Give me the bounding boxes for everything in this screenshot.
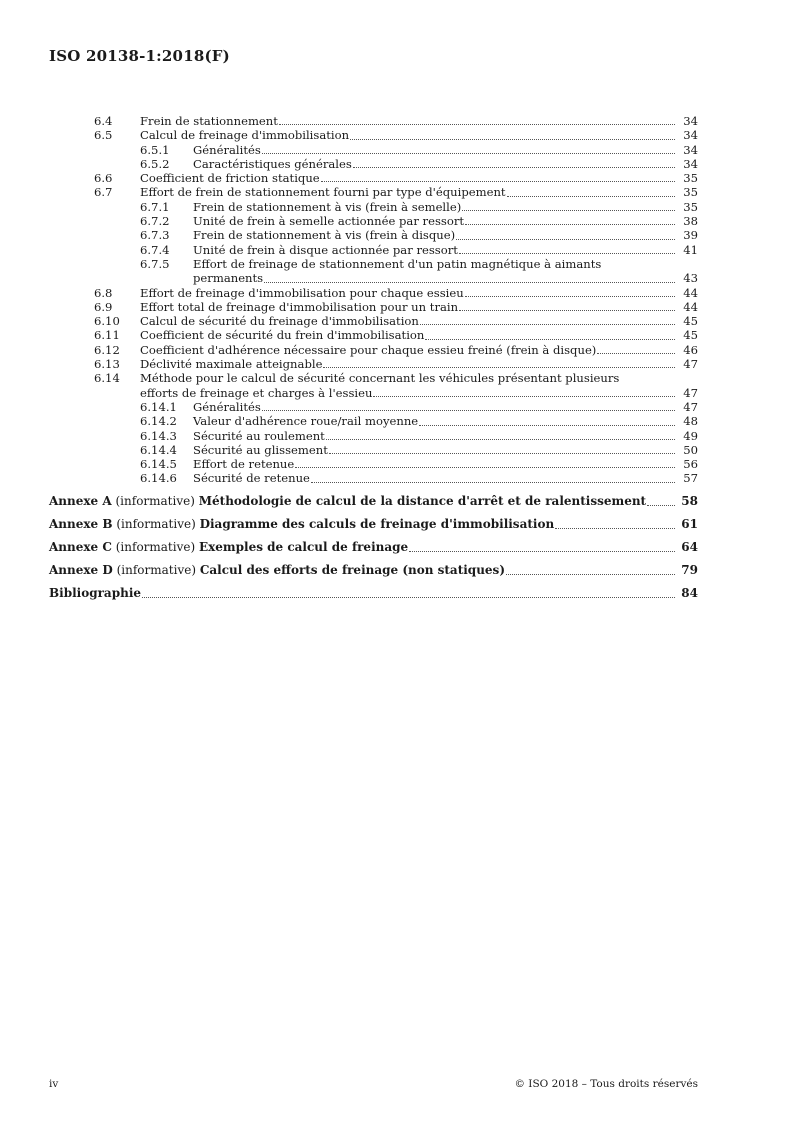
dot-leader xyxy=(321,181,675,182)
dot-leader xyxy=(459,310,675,311)
toc-entry-page: 45 xyxy=(683,314,698,329)
toc-entry-number: 6.7.5 xyxy=(140,256,170,271)
toc-entry-page: 34 xyxy=(683,128,698,143)
toc-entry-page: 45 xyxy=(683,328,698,343)
toc-entry-6-5[interactable] xyxy=(49,128,698,142)
toc-entry-page: 84 xyxy=(681,585,698,600)
toc-entry-number: 6.7.1 xyxy=(140,199,170,214)
annex-info: (informative) xyxy=(115,493,195,508)
toc-entry-page: 47 xyxy=(683,385,698,400)
toc-entry-number: 6.5.2 xyxy=(140,156,170,171)
footer-page-number: iv xyxy=(49,1078,59,1090)
toc-entry-number: 6.14.6 xyxy=(140,471,177,486)
toc-entry-page: 50 xyxy=(683,442,698,457)
toc-entry-title: Effort de freinage d'immobilisation pour chaque essieu xyxy=(140,285,464,300)
toc-entry-title: Effort de frein de stationnement fourni par type d'équipement xyxy=(140,185,506,200)
dot-leader xyxy=(506,574,675,575)
toc-entry-title: Déclivité maximale atteignable xyxy=(140,357,323,372)
dot-leader xyxy=(311,482,675,483)
toc-entry-6-9[interactable] xyxy=(49,300,698,314)
toc-entry-6-7-4[interactable] xyxy=(49,243,698,257)
annex-title: Exemples de calcul de freinage xyxy=(198,539,409,554)
annex-label: Annexe B xyxy=(49,516,113,531)
dot-leader xyxy=(555,528,675,529)
toc-entry-number: 6.14.3 xyxy=(140,428,177,443)
toc-entry-title: Valeur d'adhérence roue/rail moyenne xyxy=(193,414,419,429)
toc-entry-title: Coefficient d'adhérence nécessaire pour chaque essieu freiné (frein à disque) xyxy=(140,342,597,357)
toc-entry-page: 79 xyxy=(681,562,698,577)
annex-label: Annexe D xyxy=(49,562,113,577)
annex-title: Méthodologie de calcul de la distance d'arrêt et de ralentissement xyxy=(198,493,647,508)
dot-leader xyxy=(420,324,675,325)
toc-entry-6-13[interactable] xyxy=(49,357,698,371)
footer-copyright: © ISO 2018 – Tous droits réservés xyxy=(514,1078,698,1090)
toc-entry-number: 6.8 xyxy=(94,285,113,300)
dot-leader xyxy=(279,124,675,125)
dot-leader xyxy=(465,296,675,297)
annex-info: (informative) xyxy=(115,539,196,554)
toc-entry-page: 34 xyxy=(683,142,698,157)
dot-leader xyxy=(465,224,675,225)
toc-annex-a[interactable] xyxy=(49,494,698,509)
toc-entry-page: 35 xyxy=(683,171,698,186)
toc-entry-6-14-6[interactable] xyxy=(49,471,698,485)
toc-entry-title: Calcul de freinage d'immobilisation xyxy=(140,128,350,143)
dot-leader xyxy=(373,396,675,397)
toc-entry-number: 6.14.1 xyxy=(140,399,177,414)
toc-entry-6-14-3[interactable] xyxy=(49,429,698,443)
toc-entry-number: 6.9 xyxy=(94,299,113,314)
toc-entry-number: 6.7.4 xyxy=(140,242,170,257)
toc-entry-number: 6.13 xyxy=(94,357,120,372)
toc-entry-page: 56 xyxy=(683,457,698,472)
toc-entry-title: Frein de stationnement à vis (frein à disque) xyxy=(193,228,456,243)
toc-bibliography[interactable] xyxy=(49,586,698,601)
dot-leader xyxy=(262,410,675,411)
toc-entry-6-7-5[interactable] xyxy=(49,257,698,286)
toc-entry-title: Sécurité au roulement xyxy=(193,428,325,443)
dot-leader xyxy=(264,282,675,283)
annex-title: Diagramme des calculs de freinage d'immobilisation xyxy=(199,516,555,531)
dot-leader xyxy=(456,239,675,240)
dot-leader xyxy=(419,425,675,426)
toc-entry-page: 57 xyxy=(683,471,698,486)
dot-leader xyxy=(425,339,675,340)
toc-annex-c[interactable] xyxy=(49,540,698,555)
toc-entry-page: 58 xyxy=(681,493,698,508)
toc-entry-page: 64 xyxy=(681,539,698,554)
toc-entry-number: 6.7 xyxy=(94,185,113,200)
toc-entry-number: 6.14.2 xyxy=(140,414,177,429)
annex-info: (informative) xyxy=(116,516,196,531)
dot-leader xyxy=(507,196,675,197)
dot-leader xyxy=(350,139,675,140)
toc-annex-b[interactable] xyxy=(49,517,698,532)
page-footer xyxy=(49,1078,698,1090)
annex-title: Calcul des efforts de freinage (non statiques) xyxy=(199,562,505,577)
toc-entry-6-5-1[interactable] xyxy=(49,143,698,157)
document-id-header: ISO 20138-1:2018(F) xyxy=(49,47,230,65)
annex-label: Annexe C xyxy=(49,539,112,554)
toc-entry-page: 61 xyxy=(681,516,698,531)
toc-entry-6-6[interactable] xyxy=(49,171,698,185)
dot-leader xyxy=(329,453,675,454)
toc-entry-title: Sécurité de retenue xyxy=(193,471,310,486)
toc-entry-page: 34 xyxy=(683,156,698,171)
toc-entry-number: 6.4 xyxy=(94,114,113,128)
toc-entry-number: 6.6 xyxy=(94,171,113,186)
toc-entry-title: Frein de stationnement xyxy=(140,114,278,128)
bibliography-title: Bibliographie xyxy=(49,585,142,600)
toc-entry-title-line1: Méthode pour le calcul de sécurité concernant les véhicules présentant plusieurs xyxy=(140,371,620,386)
toc-entry-title: Caractéristiques générales xyxy=(193,156,352,171)
toc-entry-title: Généralités xyxy=(193,142,261,157)
toc-entry-6-14-4[interactable] xyxy=(49,443,698,457)
toc-entry-number: 6.14 xyxy=(94,371,120,386)
annex-label: Annexe A xyxy=(49,493,112,508)
dot-leader xyxy=(597,353,675,354)
toc-entry-title: Effort total de freinage d'immobilisation pour un train xyxy=(140,299,459,314)
toc-entry-6-14-5[interactable] xyxy=(49,457,698,471)
toc-entry-number: 6.14.5 xyxy=(140,457,177,472)
toc-entry-6-14[interactable] xyxy=(49,371,698,400)
toc-entry-number: 6.12 xyxy=(94,342,120,357)
toc-entry-title: Calcul de sécurité du freinage d'immobilisation xyxy=(140,314,419,329)
toc-entry-page: 47 xyxy=(683,357,698,372)
toc-entry-6-11[interactable] xyxy=(49,328,698,342)
toc-entry-page: 46 xyxy=(683,342,698,357)
toc-entry-title: Coefficient de friction statique xyxy=(140,171,320,186)
toc-entry-title: Généralités xyxy=(193,399,261,414)
toc-entry-title-line2: permanents xyxy=(193,271,264,286)
dot-leader xyxy=(326,439,675,440)
dot-leader xyxy=(459,253,675,254)
dot-leader xyxy=(353,167,675,168)
toc-entry-title: Unité de frein à semelle actionnée par ressort xyxy=(193,214,465,229)
toc-entry-number: 6.5 xyxy=(94,128,113,143)
toc-entry-title-line1: Effort de freinage de stationnement d'un patin magnétique à aimants xyxy=(193,256,602,271)
toc-entry-page: 35 xyxy=(683,199,698,214)
toc-entry-title: Effort de retenue xyxy=(193,457,295,472)
toc-entry-title: Sécurité au glissement xyxy=(193,442,328,457)
dot-leader xyxy=(142,597,675,598)
toc-entry-6-7[interactable] xyxy=(49,185,698,199)
dot-leader xyxy=(409,551,675,552)
toc-entry-6-7-2[interactable] xyxy=(49,214,698,228)
dot-leader xyxy=(647,505,675,506)
toc-entry-number: 6.7.2 xyxy=(140,214,170,229)
toc-entry-title: Coefficient de sécurité du frein d'immobilisation xyxy=(140,328,425,343)
toc-entry-6-10[interactable] xyxy=(49,314,698,328)
toc-entry-page: 44 xyxy=(683,285,698,300)
toc-entry-6-14-2[interactable] xyxy=(49,414,698,428)
toc-entry-number: 6.11 xyxy=(94,328,120,343)
toc-entry-title-line2: efforts de freinage et charges à l'essieu xyxy=(140,385,373,400)
toc-entry-6-12[interactable] xyxy=(49,343,698,357)
toc-entry-page: 49 xyxy=(683,428,698,443)
toc-entry-6-14-1[interactable] xyxy=(49,400,698,414)
toc-entry-number: 6.5.1 xyxy=(140,142,170,157)
table-of-contents xyxy=(49,114,698,601)
toc-annex-d[interactable] xyxy=(49,563,698,578)
toc-entry-number: 6.7.3 xyxy=(140,228,170,243)
toc-entry-number: 6.10 xyxy=(94,314,120,329)
toc-entry-number: 6.14.4 xyxy=(140,442,177,457)
toc-entry-page: 48 xyxy=(683,414,698,429)
annex-info: (informative) xyxy=(116,562,197,577)
toc-entry-page: 41 xyxy=(683,242,698,257)
toc-entry-page: 39 xyxy=(683,228,698,243)
toc-entry-6-7-3[interactable] xyxy=(49,228,698,242)
toc-entry-page: 44 xyxy=(683,299,698,314)
dot-leader xyxy=(262,153,675,154)
toc-entry-page: 34 xyxy=(683,114,698,128)
toc-entry-title: Frein de stationnement à vis (frein à semelle) xyxy=(193,199,462,214)
toc-entry-6-4[interactable] xyxy=(49,114,698,128)
toc-entry-page: 43 xyxy=(683,271,698,286)
toc-entry-title: Unité de frein à disque actionnée par ressort xyxy=(193,242,458,257)
dot-leader xyxy=(462,210,675,211)
toc-entry-page: 47 xyxy=(683,399,698,414)
toc-entry-6-5-2[interactable] xyxy=(49,157,698,171)
toc-entry-6-8[interactable] xyxy=(49,286,698,300)
dot-leader xyxy=(323,367,675,368)
toc-entry-page: 35 xyxy=(683,185,698,200)
dot-leader xyxy=(295,467,675,468)
toc-entry-6-7-1[interactable] xyxy=(49,200,698,214)
toc-entry-page: 38 xyxy=(683,214,698,229)
